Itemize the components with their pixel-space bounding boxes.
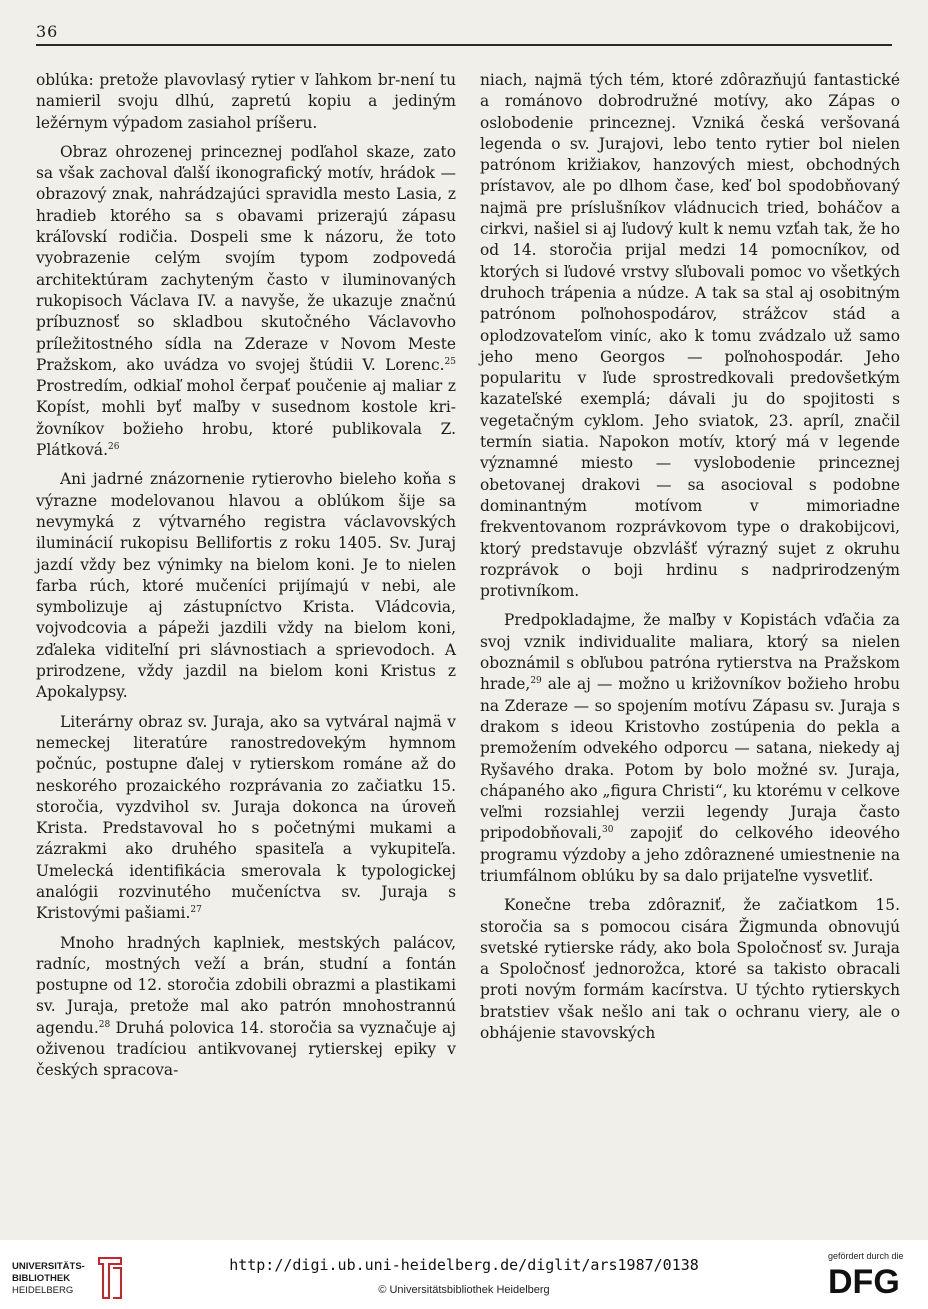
right-column	[480, 70, 900, 1052]
paragraph: niach, najmä tých tém, ktoré zdôrazňujú fantastické a románovo dobrodružné motívy, ako Zápas o oslobodenie princeznej. Vzniká česká veršovaná legenda o sv. Jurajovi, lebo tento rytier bol nielen patrónom križiakov, hanzových miest, obchodných prístavov, ale po dlhom čase, keď bol spodobňovaný najmä pre príslušníkov vládnucich tried, boháčov a cirkvi, našiel si aj ľudový kult k nemu vzťah tak, že ho od 14. storočia prijal medzi 14 pomocníkov, od ktorých si ľudové vrstvy sľubovali pomoc vo všetkých druhoch trápenia a núdze. A tak sa stal aj osobitným patrónom poľnohospodárov, strážcov stád a oplodzovateľom viníc, ako k tomu zvádzalo už samo jeho meno Georgos — poľnohospodár. Jeho popularitu v ľude sprostredkovali predovšetkým kazateľské exemplá; dávali ju do spojitosti s vegetačným cyklom. Jeho sviatok, 23. apríl, značil termín siatia. Napokon motív, ktorý má v legende významné miesto — vyslobodenie princeznej obetovanej drakovi — sa asocioval s podobne dominantným motívom v mimoriadne frekventovanom rozprávkovom type o drakobijcovi, ktorý predstavuje obzvlášť výrazný sujet z okruhu rozprávok o boji hrdinu s nadprirodzeným protivníkom.	[480, 71, 900, 601]
dfg-logo-icon	[826, 1262, 916, 1298]
paragraph: Ani jadrné znázornenie rytierovho bieleho koňa s výrazne modelovanou hlavou a oblúkom šije sa nevymyká z výtvarného registra václavovských iluminácií rukopisu Bellifortis z roku 1405. Sv. Juraj jazdí vždy bez výnimky na bielom koni. Je to nielen farba rúch, ktoré mučeníci prijímajú v nebi, ale symbolizuje aj zástupníctvo Krista. Vládcovia, vojvodcovia a pápeži jazdili vždy na bielom koni, zďaleka viditeľní pri slávnostiach a sprievodoch. A prirodzene, vždy jazdil na bielom koni Kristus z Apokalypsy.	[36, 470, 456, 702]
paragraph-text: Mnoho hradných kaplniek, mestských palácov, radníc, mostných veží a brán, studní a fontán postupne od 12. storočia zdobili obrazmi a plastikami sv. Juraja, pretože mal ako patrón mnohostrannú agendu.	[36, 933, 456, 1037]
footnote-ref[interactable]: 27	[190, 905, 202, 916]
paragraph: Konečne treba zdôrazniť, že začiatkom 15. storočia sa s pomocou cisára Žigmunda obnovujú svetské rytierske rády, ako bola Spoločnosť sv. Juraja a Spoločnosť jednorožca, ktoré sa takisto obracali proti novým formám kacírstva. U týchto rytierskych bratstiev však nešlo ani tak o ochranu viery, ale o obhájenie stavovských	[480, 896, 900, 1043]
footnote-ref[interactable]: 29	[530, 676, 542, 687]
paragraph-text: zapojiť do celkového ideového programu výzdoby a jeho zdôraznené umiestnenie na triumfálnom oblúku by sa dalo prijateľne vysvetliť.	[480, 824, 900, 885]
left-column	[36, 70, 456, 1090]
footer-url-link[interactable]: http://digi.ub.uni-heidelberg.de/diglit/ars1987/0138	[229, 1256, 699, 1274]
footer-band	[0, 1240, 928, 1309]
paragraph	[480, 610, 900, 887]
footnote-ref[interactable]: 30	[602, 825, 614, 836]
library-line: HEIDELBERG	[12, 1285, 74, 1296]
header-rule	[36, 44, 892, 46]
footer-copyright: © Universitätsbibliothek Heidelberg	[378, 1284, 550, 1296]
paragraph-text: ale aj — možno u križovníkov božieho hrobu na Zderaze — so spojením motívu Zápasu sv. Juraja s drakom s ideou Kristovho zostúpenia do pekla a premožením odvekého odporcu — satana, niekedy aj Ryšavého draka. Potom by bolo možné sv. Juraja, chápaného ako „figura Christi“, ku ktorému v celkove veľmi rozsiahlej verzii legendy Juraja často pripodobňovali,	[480, 675, 900, 843]
paragraph-text: Obraz ohrozenej princeznej podľahol skaze, zato sa však zachoval ďalší ikonografický motív, hrádok — obrazový znak, nahrádzajúci spravidla mesto Lasia, z hradieb ktorého sa s obavami prizerajú zápasu kráľovskí rodičia. Dospeli sme k názoru, že toto vyobrazenie celým svojím typom zodpovedá architektúram zachyteným často v iluminovaných rukopisoch Václava IV. a navyše, že ukazuje značnú príbuznosť so skladbou skutočného Václavovho príležitostného sídla na Zderaze v Novom Meste Pražskom, ako uvádza vo svojej štúdii V. Lorenc.	[36, 142, 456, 374]
paragraph	[36, 933, 456, 1082]
paragraph-text: Predpokladajme, že maľby v Kopistách vďačia za svoj vznik individualite maliara, ktorý sa nielen oboznámil s obľubou patróna rytierstva na Pražskom hrade,	[480, 611, 900, 694]
paragraph-text: Literárny obraz sv. Juraja, ako sa vytváral najmä v nemeckej literatúre ranostredovekým hymnom počnúc, postupne ďalej v rytierskom románe až do neskorého prozaického rozprávania zo začiatku 15. storočia, vyzdvihol sv. Juraja dokonca na úroveň Krista. Predstavoval ho s početnými mukami a zázrakmi ako druhého spasiteľa a vykupiteľa. Umelecká identifikácia smerovala k typologickej analógii rozvinutého mučeníctva sv. Juraja s Kristovými pašiami.	[36, 712, 456, 923]
footnote-ref[interactable]: 28	[98, 1019, 111, 1030]
svg-text:DFG: DFG	[828, 1263, 900, 1298]
page-number: 36	[36, 22, 59, 41]
library-line: UNIVERSITÄTS-	[12, 1261, 85, 1272]
paragraph	[36, 712, 456, 925]
paragraph	[36, 142, 456, 461]
footnote-ref[interactable]: 26	[108, 442, 120, 453]
funding-label: gefördert durch die	[828, 1251, 904, 1261]
library-line: BIBLIOTHEK	[12, 1273, 71, 1284]
paragraph: oblúka: pretože plavovlasý rytier v ľahkom br-není tu namieril svoju dlhú, zapretú kopiu a jediným ležérnym výpadom zasiahol príšeru.	[36, 71, 456, 132]
footnote-ref[interactable]: 25	[444, 356, 456, 367]
paragraph-text: Druhá polovica 14. storočia sa vyznačuje aj oživenou tradíciou antikvovanej rytierskej epiky v českých spracova-	[36, 1018, 456, 1080]
paragraph-text: Prostredím, odkiaľ mohol čerpať poučenie aj maliar z Kopíst, mohli byť maľby v susednom kostole križovníkov božieho hrobu, ktoré publikovala Z. Plátková.	[36, 377, 456, 460]
